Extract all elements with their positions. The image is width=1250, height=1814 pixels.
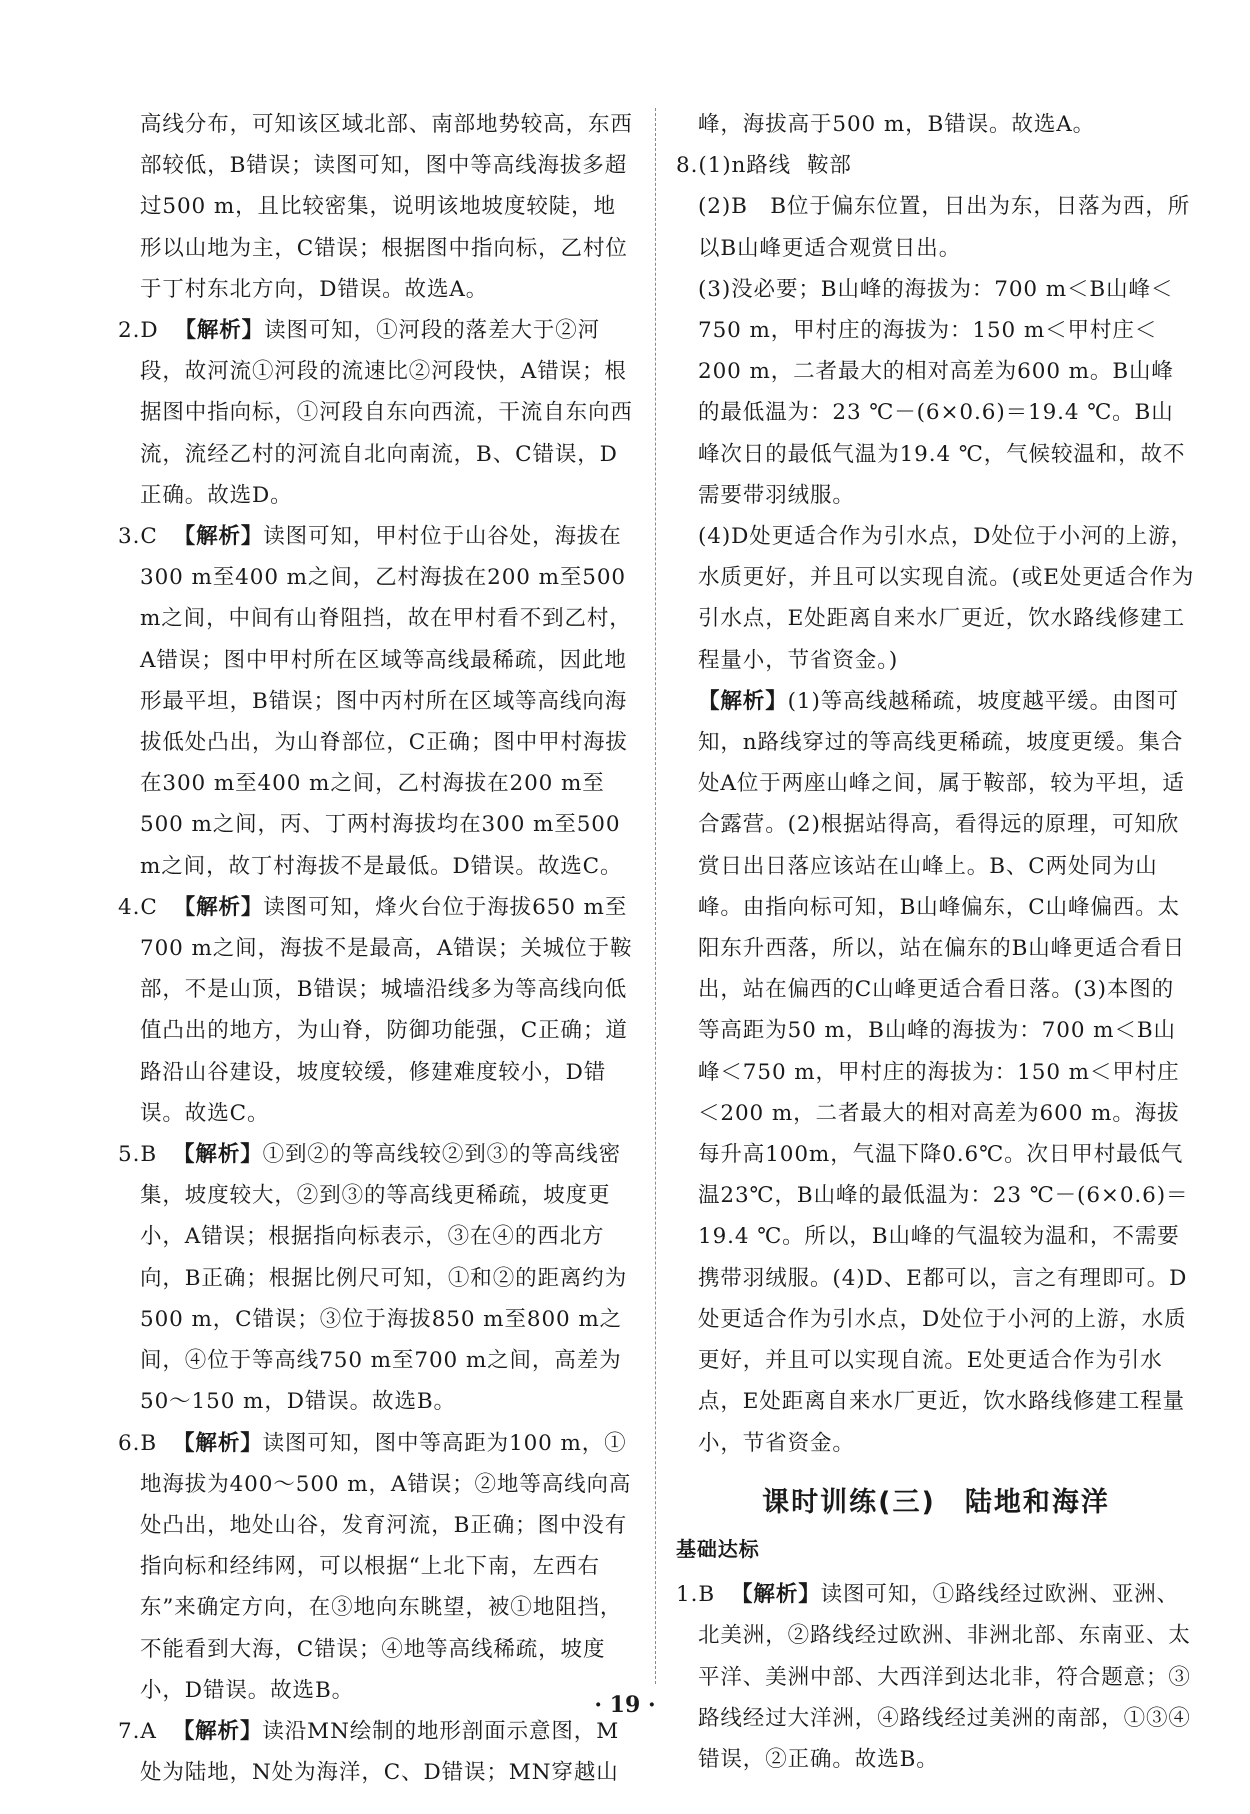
- answer-item-5: [118, 1134, 636, 1422]
- analysis-tag: 【解析】: [698, 688, 788, 714]
- answer-item-1-continued: [118, 104, 636, 310]
- answer-item-2: [118, 310, 636, 516]
- answer-item-7: [118, 1711, 636, 1793]
- answer-text: 读沿MN绘制的地形剖面示意图，M处为陆地，N处为海洋，C、D错误；MN穿越山: [140, 1718, 620, 1786]
- answer-part-1: (1)n路线: [698, 153, 792, 179]
- answer-text: (3)没必要；B山峰的海拔为：700 m＜B山峰＜750 m，甲村庄的海拔为：150 m＜甲村庄＜200 m，二者最大的相对高差为600 m。B山峰的最低温为：23 ℃－(6×0.6)＝19.4 ℃。B山峰次日的最低气温为19.4 ℃，气候较温和，故不需要带羽绒服。: [698, 276, 1186, 508]
- answer-item-8-analysis: [676, 681, 1196, 1464]
- answer-text: 读图可知，①路线经过欧洲、亚洲、北美洲，②路线经过欧洲、非洲北部、东南亚、太平洋、美洲中部、大西洋到达北非，符合题意；③路线经过大洋洲，④路线经过美洲的南部，①③④错误，②正确。故选B。: [698, 1582, 1191, 1772]
- answer-text: 峰，海拔高于500 m，B错误。故选A。: [698, 112, 1096, 137]
- answer-item-8-part-2: [676, 186, 1196, 268]
- answer-number: 7.A: [118, 1718, 157, 1744]
- left-column: [118, 104, 636, 1793]
- section-title: 课时训练(三) 陆地和海洋: [762, 1486, 1110, 1518]
- answer-number: 4.C: [118, 894, 158, 920]
- analysis-tag: 【解析】: [731, 1582, 821, 1608]
- answer-text: 高线分布，可知该区域北部、南部地势较高，东西部较低，B错误；读图可知，图中等高线海拔多超过500 m，且比较密集，说明该地坡度较陡，地形以山地为主，C错误；根据图中指向标，乙村位于丁村东北方向，D错误。故选A。: [140, 112, 633, 302]
- answer-number: 2.D: [118, 318, 159, 344]
- analysis-tag: 【解析】: [173, 1142, 263, 1168]
- answer-number: 6.B: [118, 1430, 158, 1456]
- answer-item-8-part-4: [676, 516, 1196, 681]
- answer-text: 读图可知，①河段的落差大于②河段，故河流①河段的流速比②河段快，A错误；根据图中指向标，①河段自东向西流，干流自东向西流，流经乙村的河流自北向南流，B、C错误，D正确。故选D。: [140, 318, 633, 508]
- answer-item-8: [676, 145, 1196, 186]
- answer-text: ①到②的等高线较②到③的等高线密集，坡度较大，②到③的等高线更稀疏，坡度更小，A错误；根据指向标表示，③在④的西北方向，B正确；根据比例尺可知，①和②的距离约为500 m，C错误；③位于海拔850 m至800 m之间，④位于等高线750 m至700 m之间，高差为50～150 m，D错误。故选B。: [140, 1142, 628, 1415]
- analysis-tag: 【解析】: [174, 318, 265, 344]
- answer-item-3: [118, 516, 636, 887]
- analysis-tag: 【解析】: [173, 524, 264, 550]
- answer-item-4: [118, 887, 636, 1134]
- right-column: [676, 104, 1196, 1780]
- answer-item-1: [676, 1574, 1196, 1780]
- answer-item-8-part-3: [676, 269, 1196, 516]
- answer-number: 1.B: [676, 1582, 716, 1608]
- answer-number: 5.B: [118, 1142, 158, 1168]
- answer-part-1-b: 鞍部: [807, 153, 852, 179]
- answer-text: (4)D处更适合作为引水点，D处位于小河的上游，水质更好，并且可以实现自流。(或E处更适合作为引水点，E处距离自来水厂更近，饮水路线修建工程量小，节省资金。): [698, 524, 1195, 673]
- subsection-title: 基础达标: [676, 1536, 760, 1561]
- answer-text: 读图可知，烽火台位于海拔650 m至700 m之间，海拔不是最高，A错误；关城位于鞍部，不是山顶，B错误；城墙沿线多为等高线向低值凸出的地方，为山脊，防御功能强，C正确；道路沿山谷建设，坡度较缓，修建难度较小，D错误。故选C。: [140, 894, 633, 1126]
- analysis-tag: 【解析】: [172, 1718, 263, 1744]
- answer-text: 读图可知，图中等高距为100 m，①地海拔为400～500 m，A错误；②地等高线向高处凸出，地处山谷，发育河流，B正确；图中没有指向标和经纬网，可以根据“上北下南，左西右东”来确定方向，在③地向东眺望，被①地阻挡，不能看到大海，C错误；④地等高线稀疏，坡度小，D错误。故选B。: [140, 1430, 632, 1703]
- answer-number: 8.: [676, 153, 699, 179]
- analysis-tag: 【解析】: [173, 894, 264, 920]
- answer-number: 3.C: [118, 524, 158, 550]
- answer-item-7-continued: [676, 104, 1196, 145]
- answer-item-6: [118, 1423, 636, 1711]
- analysis-tag: 【解析】: [173, 1430, 263, 1456]
- answer-text: (2)B B位于偏东位置，日出为东，日落为西，所以B山峰更适合观赏日出。: [698, 194, 1191, 261]
- page-number: · 19 ·: [594, 1692, 656, 1718]
- column-divider: [655, 108, 656, 1684]
- answer-text: (1)等高线越稀疏，坡度越平缓。由图可知，n路线穿过的等高线更稀疏，坡度更缓。集合处A位于两座山峰之间，属于鞍部，较为平坦，适合露营。(2)根据站得高，看得远的原理，可知欣赏日出日落应该站在山峰上。B、C两处同为山峰。由指向标可知，B山峰偏东，C山峰偏西。太阳东升西落，所以，站在偏东的B山峰更适合看日出，站在偏西的C山峰更适合看日落。(3)本图的等高距为50 m，B山峰的海拔为：700 m＜B山峰＜750 m，甲村庄的海拔为：150 m＜甲村庄＜200 m，二者最大的相对高差为600 m。海拔每升高100m，气温下降0.6℃。次日甲村最低气温23℃，B山峰的最低温为：23 ℃－(6×0.6)＝19.4 ℃。所以，B山峰的气温较为温和，不需要携带羽绒服。(4)D、E都可以，言之有理即可。D处更适合作为引水点，D处位于小河的上游，水质更好，并且可以实现自流。E处更适合作为引水点，E处距离自来水厂更近，饮水路线修建工程量小，节省资金。: [698, 688, 1189, 1456]
- answer-text: 读图可知，甲村位于山谷处，海拔在300 m至400 m之间，乙村海拔在200 m至500 m之间，中间有山脊阻挡，故在甲村看不到乙村，A错误；图中甲村所在区域等高线最稀疏，因此地形最平坦，B错误；图中丙村所在区域等高线向海拔低处凸出，为山脊部位，C正确；图中甲村海拔在300 m至400 m之间，乙村海拔在200 m至500 m之间，丙、丁两村海拔均在300 m至500 m之间，故丁村海拔不是最低。D错误。故选C。: [140, 524, 632, 879]
